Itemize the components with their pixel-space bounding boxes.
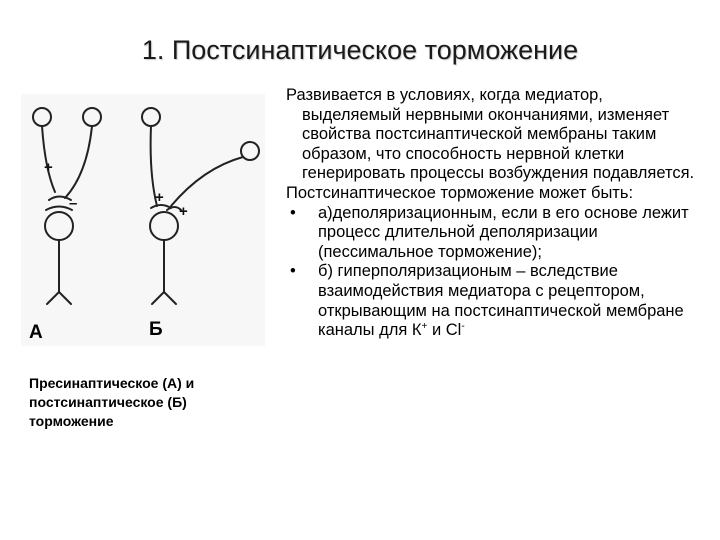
bullet-text: б) гиперполяризационым – вследствие взаимодействия медиатора с рецептором, открывающим на постсинаптической мембране каналы для К: [318, 262, 684, 340]
synapse-a-upper: [49, 197, 71, 201]
bullet-text-and: и Cl: [427, 321, 462, 340]
neuron-a-branches: [47, 292, 71, 304]
neuron-b-soma: [150, 212, 178, 240]
figure-label-b: Б: [149, 319, 163, 340]
neuron-a-left-soma: [33, 108, 51, 126]
bullet-marker: •: [290, 203, 296, 222]
superscript-minus: -: [461, 321, 465, 333]
neuron-b-branches: [152, 292, 176, 304]
bullet-marker: •: [290, 262, 296, 281]
body-text: [286, 86, 706, 341]
neuron-diagram: [21, 94, 265, 346]
plus-sign: +: [179, 203, 188, 220]
neuron-diagram-svg: [21, 94, 265, 346]
plus-sign: +: [44, 159, 53, 176]
bullet-text: а)деполяризационным, если в его основе лежит процесс длительной деполяризации (пессимальное торможение);: [318, 203, 689, 261]
figure-caption: Пресинаптическое (А) и постсинаптическое (Б) торможение: [29, 375, 195, 429]
superscript-plus: +: [421, 321, 428, 333]
neuron-a-soma: [45, 212, 73, 240]
plus-sign: +: [155, 189, 164, 206]
neuron-b-left-soma: [142, 108, 160, 126]
paragraph-types-intro: Постсинаптическое торможение может быть:: [286, 183, 634, 202]
axon-a-right: [65, 126, 92, 198]
paragraph-definition: Развивается в условиях, когда медиатор, выделяемый нервными окончаниями, изменяет свойства постсинаптической мембраны таким образом, что способность нервной клетки генерировать процессы возбуждения подавляется.: [286, 86, 695, 183]
axon-b-right: [171, 157, 243, 206]
minus-sign: –: [69, 195, 78, 212]
figure-label-a: А: [29, 322, 43, 343]
bullet-item: [286, 262, 706, 340]
slide-title: 1. Постсинаптическое торможение: [141, 35, 579, 65]
bullet-item: [286, 204, 706, 263]
neuron-a-right-soma: [83, 108, 101, 126]
